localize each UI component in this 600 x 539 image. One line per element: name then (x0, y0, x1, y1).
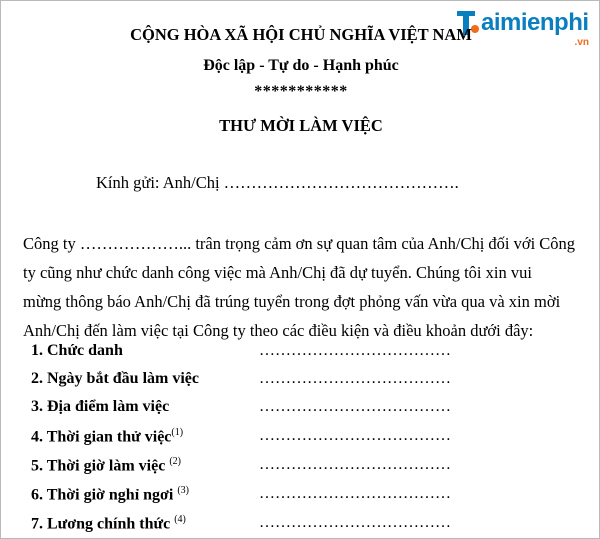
item-dots: ……………………………… (259, 485, 451, 502)
body-line: ty cũng như chức danh công việc mà Anh/Chị đã dự tuyển. Chúng tôi xin vui (23, 263, 532, 282)
item-dots: ……………………………… (259, 342, 451, 359)
national-motto: Độc lập - Tự do - Hạnh phúc (203, 57, 399, 74)
list-item (31, 456, 591, 480)
list-item (31, 427, 591, 451)
body-paragraph (23, 229, 579, 345)
document-title: THƯ MỜI LÀM VIỆC (219, 116, 383, 135)
item-dots: ……………………………… (259, 398, 451, 415)
item-label: 7. Lương chính thức $^{(4)}$ (31, 514, 186, 533)
item-footnote: (3) (177, 485, 190, 496)
item-footnote: (2) (169, 456, 181, 467)
list-item (31, 370, 591, 394)
item-footnote: (1) (171, 427, 184, 438)
logo-word: aimienphi (481, 9, 589, 36)
item-label: 5. Thời giờ làm việc $^{(2)}$ (31, 456, 181, 475)
item-label: 6. Thời giờ nghỉ ngơi $^{(3)}$ (31, 485, 190, 504)
body-line: Công ty ………………... trân trọng cảm ơn sự quan tâm của Anh/Chị đối với Công (23, 234, 576, 253)
list-item (31, 514, 591, 538)
item-label: 3. Địa điểm làm việc (31, 398, 170, 415)
item-dots: ……………………………… (259, 456, 451, 473)
body-line: mừng thông báo Anh/Chị đã trúng tuyển trong đợt phỏng vấn vừa qua và xin mời (23, 292, 561, 311)
item-footnote: (4) (174, 514, 186, 525)
separator-stars: *********** (254, 83, 348, 100)
logo-tld: .vn (574, 37, 589, 48)
item-label: 2. Ngày bắt đầu làm việc (31, 370, 199, 387)
item-label: 4. Thời gian thử việc$^{(1)}$ (31, 427, 184, 446)
list-item (31, 398, 591, 422)
item-dots: ……………………………… (259, 514, 451, 531)
list-item (31, 342, 591, 366)
body-line: Anh/Chị đến làm việc tại Công ty theo các điều kiện và điều khoản dưới đây: (23, 321, 534, 340)
greeting-line: Kính gửi: Anh/Chị ……………………………………. (96, 173, 459, 192)
item-dots: ……………………………… (259, 427, 451, 444)
item-dots: ……………………………… (259, 370, 451, 387)
list-item (31, 485, 591, 509)
item-label: 1. Chức danh (31, 342, 123, 359)
national-title: CỘNG HÒA XÃ HỘI CHỦ NGHĨA VIỆT NAM (130, 25, 472, 44)
